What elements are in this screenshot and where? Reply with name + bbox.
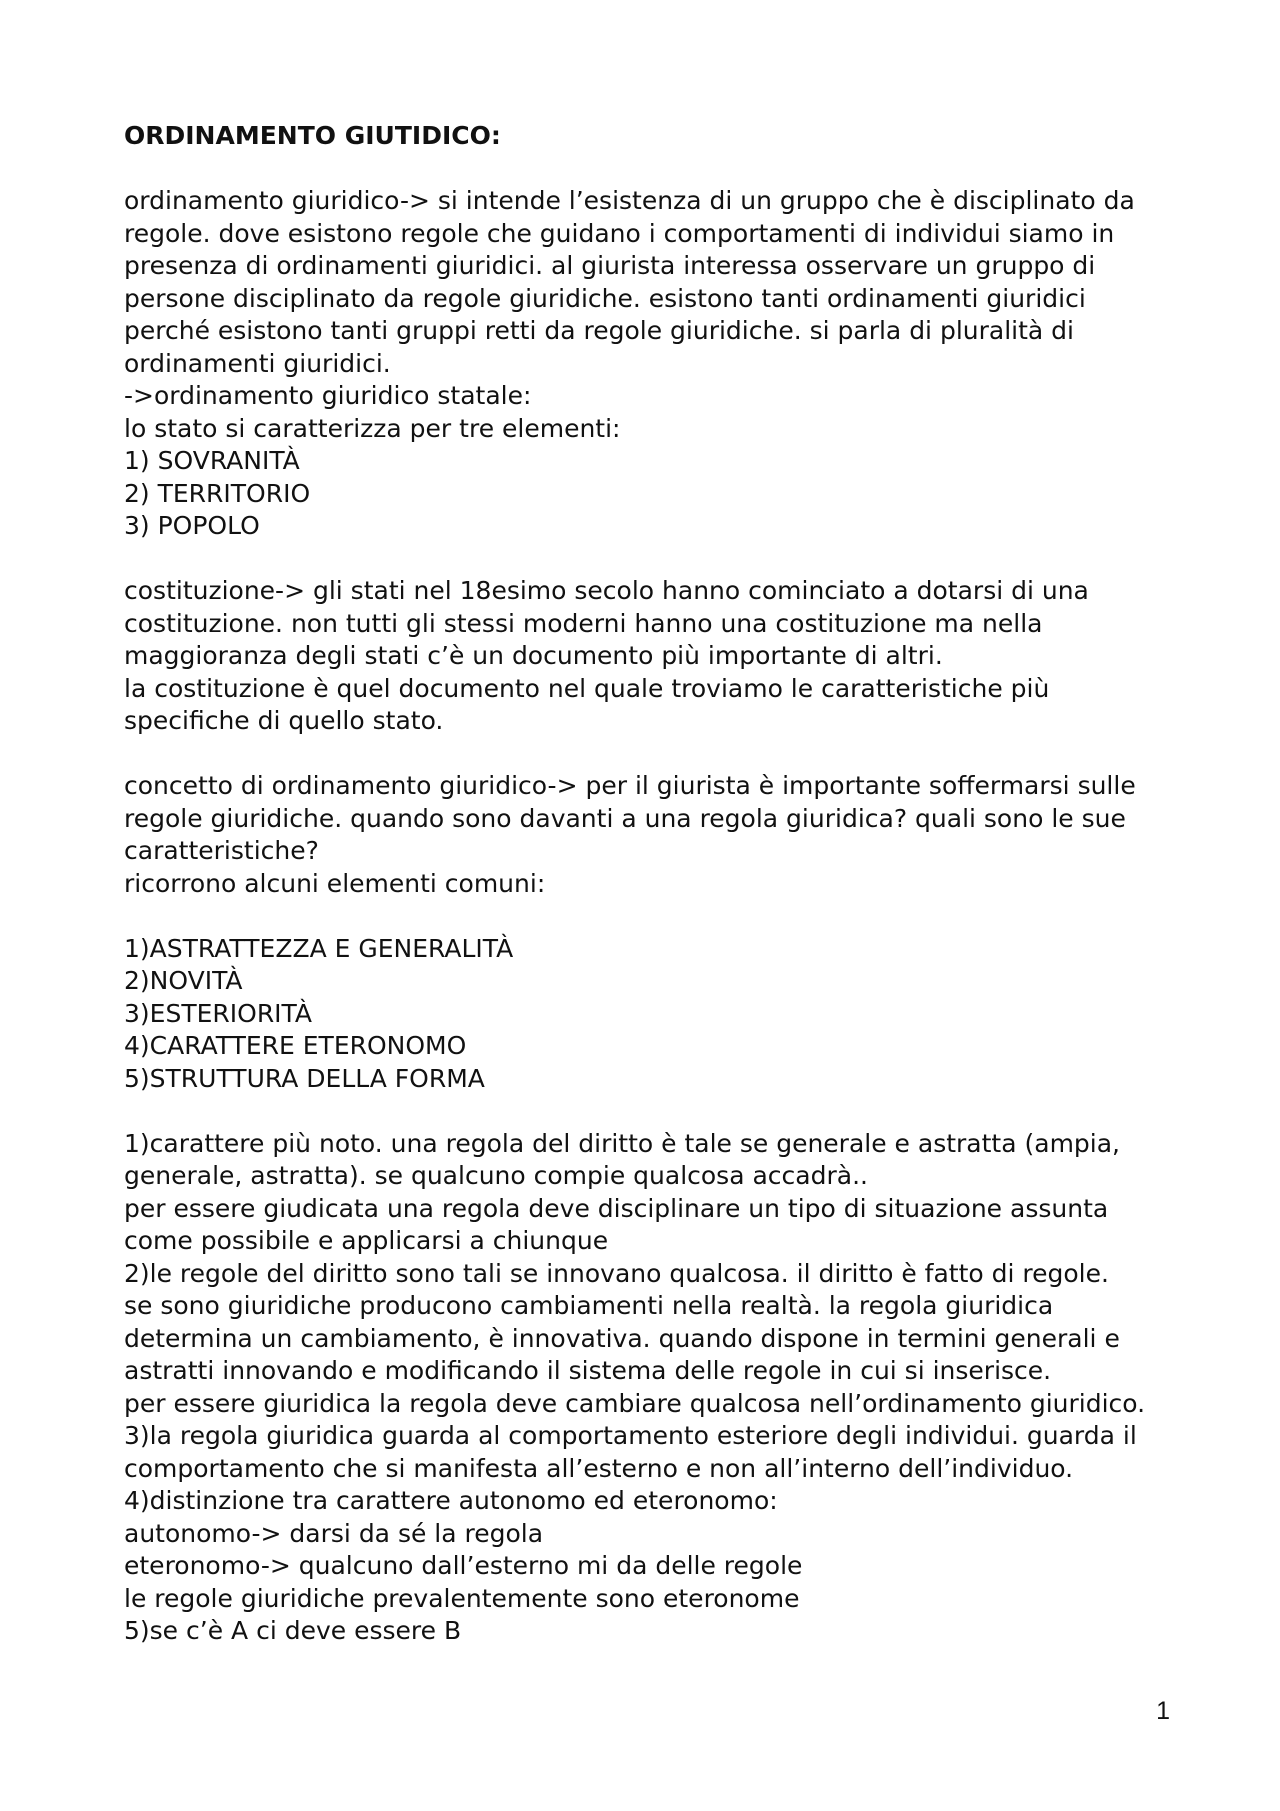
text-line: 1)ASTRATTEZZA E GENERALITÀ <box>124 933 514 963</box>
text-line: regole. dove esistono regole che guidano i comportamenti di individui siamo in <box>124 218 1115 248</box>
elements-list <box>124 933 1174 1096</box>
text-line: autonomo-> darsi da sé la regola <box>124 1518 544 1548</box>
text-line: ordinamento giuridico-> si intende l’esistenza di un gruppo che è disciplinato da <box>124 186 1135 215</box>
text-line: per essere giudicata una regola deve disciplinare un tipo di situazione assunta <box>124 1193 1109 1223</box>
text-line: eteronomo-> qualcuno dall’esterno mi da delle regole <box>124 1551 803 1580</box>
text-line: 3)la regola giuridica guarda al comportamento esteriore degli individui. guarda il <box>124 1421 1137 1450</box>
text-line: costituzione-> gli stati nel 18esimo secolo hanno cominciato a dotarsi di una <box>124 576 1089 605</box>
text-line: astratti innovando e modificando il sistema delle regole in cui si inserisce. <box>124 1356 1052 1385</box>
paragraph-gap <box>124 900 1174 933</box>
document-body <box>124 120 1174 1648</box>
text-line: specifiche di quello stato. <box>124 706 444 735</box>
text-line: concetto di ordinamento giuridico-> per il giurista è importante soffermarsi sulle <box>124 771 1136 800</box>
text-line: 1)carattere più noto. una regola del diritto è tale se generale e astratta (ampia, <box>124 1128 1121 1158</box>
paragraph-gap <box>124 1095 1174 1128</box>
paragraph-concetto <box>124 770 1174 900</box>
text-line: 2)NOVITÀ <box>124 966 243 995</box>
text-line: generale, astratta). se qualcuno compie qualcosa accadrà.. <box>124 1161 868 1190</box>
text-line: determina un cambiamento, è innovativa. quando dispone in termini generali e <box>124 1323 1120 1353</box>
paragraph-gap <box>124 543 1174 576</box>
page-number: 1 <box>1156 1697 1170 1725</box>
text-line: persone disciplinato da regole giuridiche. esistono tanti ordinamenti giuridici <box>124 283 1086 313</box>
text-line: come possibile e applicarsi a chiunque <box>124 1226 609 1255</box>
text-line: 5)STRUTTURA DELLA FORMA <box>124 1063 485 1093</box>
text-line: presenza di ordinamenti giuridici. al giurista interessa osservare un gruppo di <box>124 251 1096 280</box>
text-line: regole giuridiche. quando sono davanti a una regola giuridica? quali sono le sue <box>124 803 1126 833</box>
text-line: la costituzione è quel documento nel quale troviamo le caratteristiche più <box>124 673 1050 703</box>
text-line: 3) POPOLO <box>124 511 260 540</box>
document-title: ORDINAMENTO GIUTIDICO: <box>124 121 501 150</box>
paragraph-gap <box>124 738 1174 771</box>
text-line: 4)CARATTERE ETERONOMO <box>124 1031 467 1060</box>
text-line: lo stato si caratterizza per tre elementi: <box>124 413 621 443</box>
paragraph-gap <box>124 153 1174 186</box>
text-line: 3)ESTERIORITÀ <box>124 998 312 1028</box>
text-line: ->ordinamento giuridico statale: <box>124 381 532 410</box>
text-line: maggioranza degli stati c’è un documento più importante di altri. <box>124 641 943 670</box>
text-line: 2)le regole del diritto sono tali se innovano qualcosa. il diritto è fatto di regole. <box>124 1258 1109 1288</box>
text-line: 5)se c’è A ci deve essere B <box>124 1616 462 1645</box>
text-line: costituzione. non tutti gli stessi moderni hanno una costituzione ma nella <box>124 608 1043 638</box>
text-line: perché esistono tanti gruppi retti da regole giuridiche. si parla di pluralità di <box>124 316 1074 345</box>
text-line: le regole giuridiche prevalentemente sono eteronome <box>124 1583 800 1613</box>
text-line: 1) SOVRANITÀ <box>124 446 300 475</box>
text-line: 2) TERRITORIO <box>124 478 311 508</box>
text-line: ordinamenti giuridici. <box>124 348 391 378</box>
text-line: per essere giuridica la regola deve cambiare qualcosa nell’ordinamento giuridico. <box>124 1388 1146 1418</box>
paragraph-costituzione <box>124 575 1174 738</box>
text-line: ricorrono alcuni elementi comuni: <box>124 868 546 898</box>
paragraph-explanations <box>124 1128 1174 1648</box>
text-line: comportamento che si manifesta all’esterno e non all’interno dell’individuo. <box>124 1453 1074 1483</box>
text-line: se sono giuridiche producono cambiamenti nella realtà. la regola giuridica <box>124 1291 1054 1320</box>
text-line: 4)distinzione tra carattere autonomo ed eteronomo: <box>124 1486 778 1515</box>
text-line: caratteristiche? <box>124 836 319 865</box>
paragraph-ordinamento <box>124 185 1174 543</box>
